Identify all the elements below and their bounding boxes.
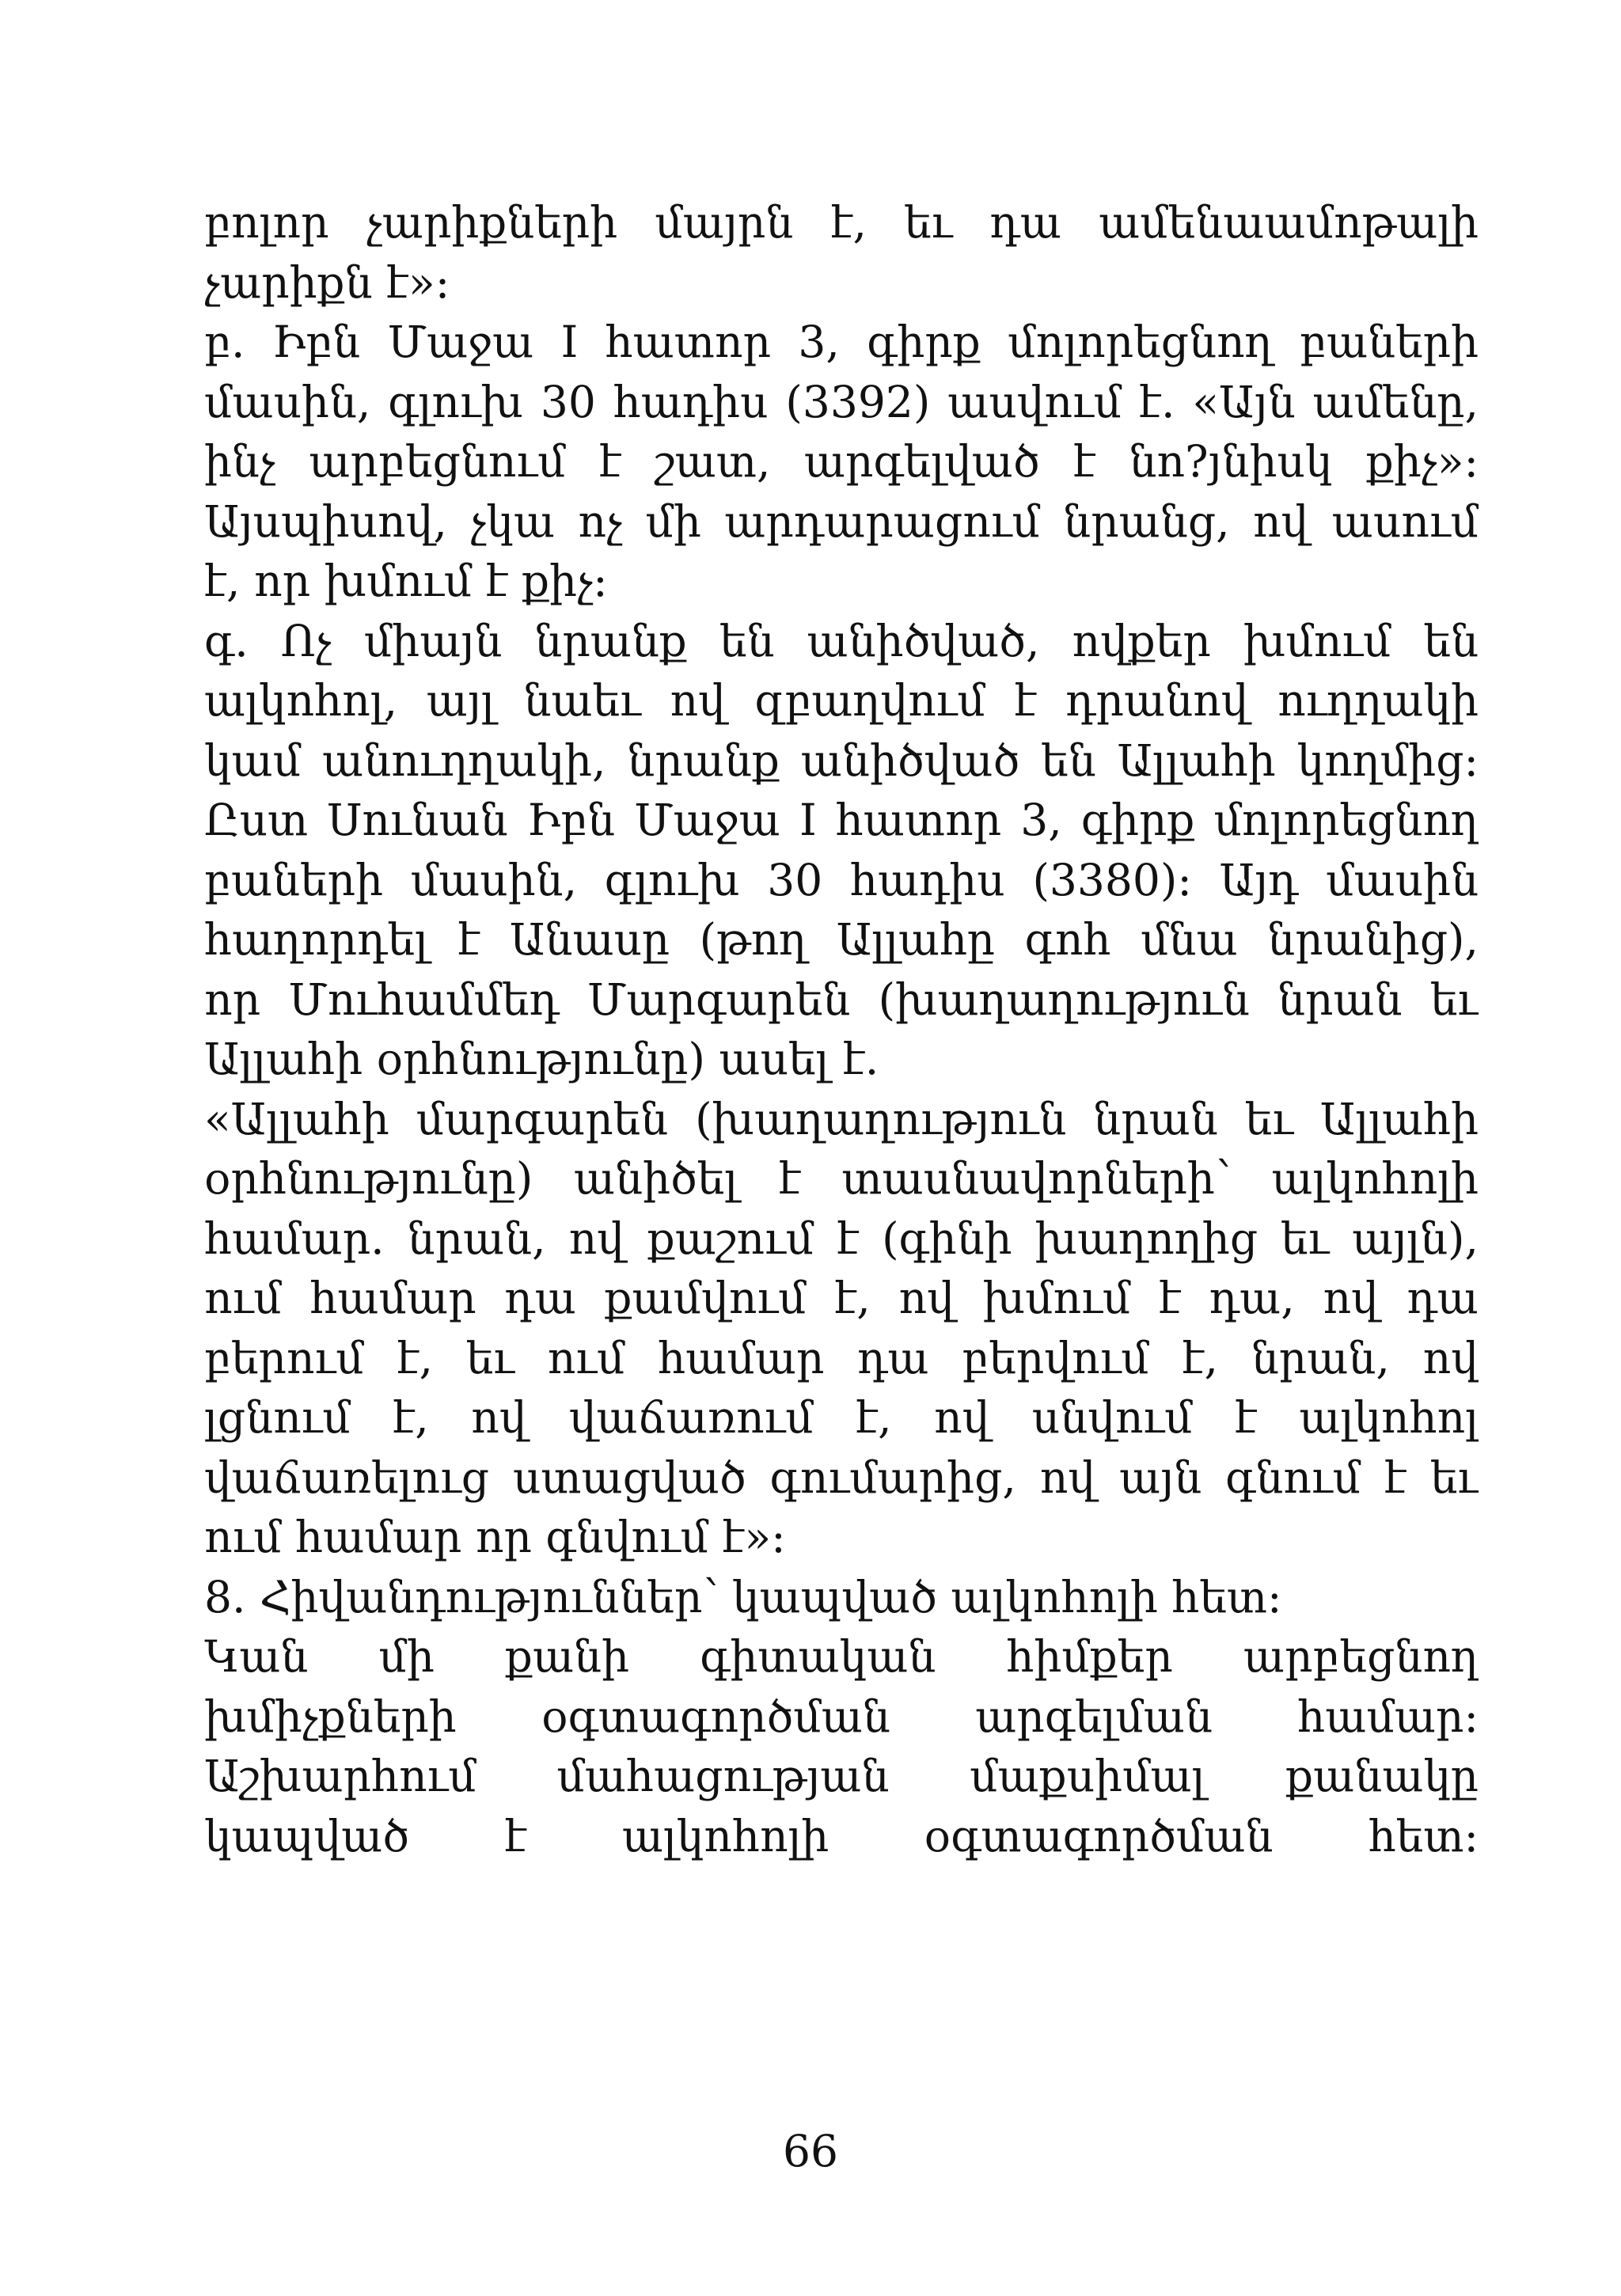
text-line: է, որ խմում է քիչ: [204,556,608,606]
text-line: որ Մուհամմեդ Մարգարեն (խաղաղություն նրան եւ [204,973,1479,1025]
text-line: ում համար որ գնվում է»: [204,1512,786,1562]
text-line: գ. Ոչ միայն նրանք են անիծված, ովքեր խմում են [204,615,1479,666]
text-line: բաների մասին, գլուխ 30 հադիս (3380): Այդ մասին [204,854,1479,905]
text-line: վաճառելուց ստացված գումարից, ով այն գնում է եւ [204,1452,1479,1503]
page-body [204,193,1479,1866]
text-line: հաղորդել է Անասը (թող Ալլահը գոհ մնա նրանից), [204,914,1479,965]
text-line: օրհնությունը) անիծել է տասնավորների՝ ալկոհոլի [204,1153,1479,1204]
text-line: խմիչքների օգտագործման արգելման համար: [204,1691,1479,1742]
text-line: կամ անուղղակի, նրանք անիծված են Ալլահի կողմից: [204,734,1479,786]
text-line: ինչ արբեցնում է շատ, արգելված է նո?յնիսկ քիչ»: [204,436,1479,487]
text-line: մասին, գլուխ 30 հադիս (3392) ասվում է. «Այն ամենը, [204,376,1479,427]
text-line: լցնում է, ով վաճառում է, ով սնվում է ալկոհոլ [204,1392,1479,1443]
text-line: բ. Իբն Մաջա I հատոր 3, գիրք մոլորեցնող բաների [204,317,1479,367]
text-line: «Ալլահի մարգարեն (խաղաղություն նրան եւ Ալլահի [204,1093,1479,1144]
text-line: համար. նրան, ով քաշում է (գինի խաղողից եւ այլն), [204,1213,1479,1264]
section-heading: 8. Հիվանդություններ՝ կապված ալկոհոլի հետ: [204,1571,1282,1622]
text-line: Կան մի քանի գիտական հիմքեր արբեցնող [204,1631,1479,1682]
text-line: Ըստ Սունան Իբն Մաջա I հատոր 3, գիրք մոլորեցնող [204,795,1479,845]
text-line: Այսպիսով, չկա ոչ մի արդարացում նրանց, ով ասում [204,495,1479,547]
text-line: Ալլահի օրհնությունը) ասել է. [204,1034,879,1084]
text-line: Աշխարհում մահացության մաքսիմալ քանակը [204,1751,1479,1801]
page-number: 66 [783,2126,838,2176]
text-line: բերում է, եւ ում համար դա բերվում է, նրան, ով [204,1332,1479,1383]
text-line: չարիքն է»: [204,256,450,308]
text-line: ում համար դա քամվում է, ով խմում է դա, ով դա [204,1273,1479,1323]
text-line: կապված է ալկոհոլի օգտագործման հետ: [204,1810,1479,1861]
text-line: ալկոհոլ, այլ նաեւ ով զբաղվում է դրանով ուղղակի [204,675,1479,726]
text-line: բոլոր չարիքների մայրն է, եւ դա ամենաամոթալի [204,197,1479,248]
